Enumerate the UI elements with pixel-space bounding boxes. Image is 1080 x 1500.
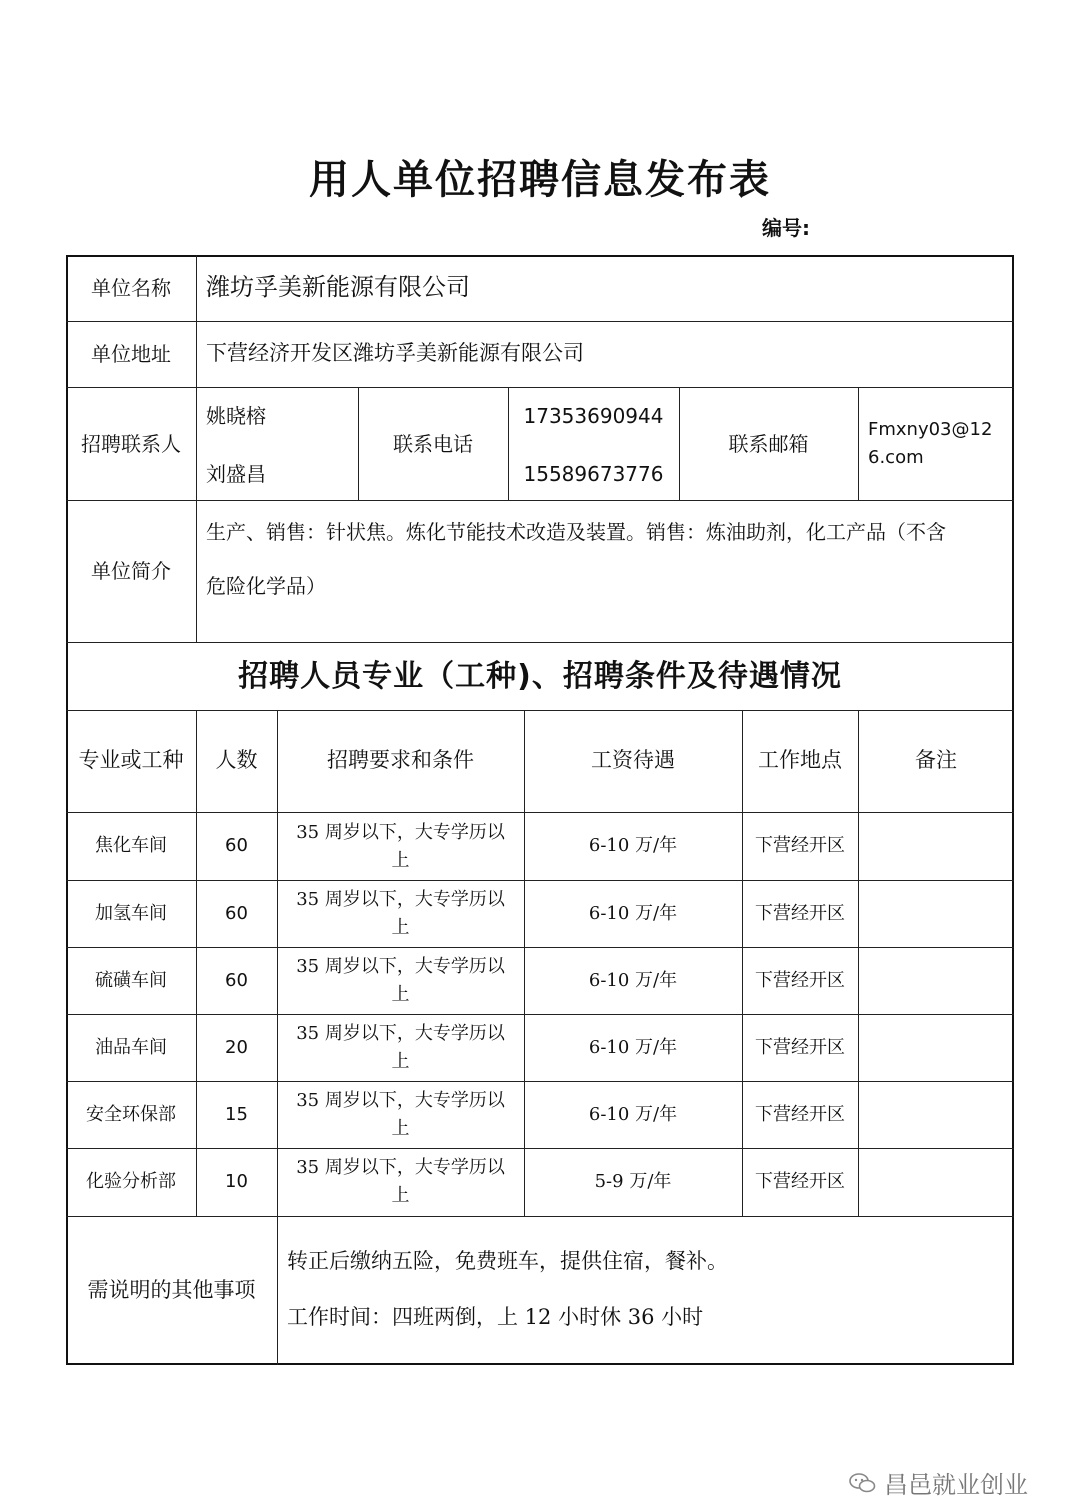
other-line2: 工作时间：四班两倒，上 12 小时休 36 小时 bbox=[287, 1305, 704, 1330]
row-salary: 6-10 万/年 bbox=[588, 1103, 678, 1125]
row-divider bbox=[66, 500, 1014, 501]
row-location: 下营经开区 bbox=[755, 835, 845, 857]
row-req-line1: 35 周岁以下，大专学历以 bbox=[296, 889, 505, 911]
row-req-line1: 35 周岁以下，大专学历以 bbox=[296, 1157, 505, 1179]
row-req-line2: 上 bbox=[391, 1185, 410, 1207]
header-requirements: 招聘要求和条件 bbox=[327, 748, 474, 773]
contact-label: 招聘联系人 bbox=[81, 431, 181, 456]
row-note bbox=[858, 947, 1014, 1014]
row-req-line1: 35 周岁以下，大专学历以 bbox=[296, 822, 505, 844]
row-dept: 焦化车间 bbox=[95, 835, 167, 857]
row-req-line2: 上 bbox=[391, 850, 410, 872]
row-divider bbox=[66, 387, 1014, 388]
row-dept: 加氢车间 bbox=[95, 902, 167, 924]
watermark-text: 昌邑就业创业 bbox=[884, 1471, 1028, 1499]
row-count: 20 bbox=[225, 1036, 248, 1058]
row-location: 下营经开区 bbox=[755, 1171, 845, 1193]
row-salary: 6-10 万/年 bbox=[588, 902, 678, 924]
row-count: 60 bbox=[225, 969, 248, 991]
row-count: 10 bbox=[225, 1171, 248, 1193]
phone-number: 17353690944 bbox=[523, 404, 664, 428]
wechat-icon bbox=[848, 1472, 876, 1494]
row-location: 下营经开区 bbox=[755, 902, 845, 924]
intro-line2: 危险化学品） bbox=[206, 574, 326, 598]
row-count: 15 bbox=[225, 1103, 248, 1125]
header-count: 人数 bbox=[215, 748, 258, 773]
row-req-line2: 上 bbox=[391, 1118, 410, 1140]
contact-person: 姚晓榕 bbox=[206, 404, 266, 428]
row-req-line2: 上 bbox=[391, 984, 410, 1006]
row-note bbox=[858, 1148, 1014, 1216]
row-req-line1: 35 周岁以下，大专学历以 bbox=[296, 956, 505, 978]
header-dept: 专业或工种 bbox=[78, 748, 184, 773]
company-name: 潍坊孚美新能源有限公司 bbox=[206, 273, 470, 302]
row-req-line2: 上 bbox=[391, 917, 410, 939]
row-salary: 5-9 万/年 bbox=[594, 1171, 672, 1193]
row-location: 下营经开区 bbox=[755, 969, 845, 991]
row-salary: 6-10 万/年 bbox=[588, 969, 678, 991]
number-label: 编号: bbox=[762, 216, 810, 240]
email-value-line1: Fmxny03@12 bbox=[868, 419, 993, 441]
row-dept: 化验分析部 bbox=[86, 1171, 176, 1193]
page-title: 用人单位招聘信息发布表 bbox=[309, 157, 771, 203]
row-note bbox=[858, 1014, 1014, 1081]
header-location: 工作地点 bbox=[758, 748, 842, 773]
row-salary: 6-10 万/年 bbox=[588, 835, 678, 857]
email-label: 联系邮箱 bbox=[728, 431, 809, 456]
other-line1: 转正后缴纳五险，免费班车，提供住宿，餐补。 bbox=[287, 1249, 728, 1274]
row-note bbox=[858, 812, 1014, 880]
row-dept: 硫磺车间 bbox=[95, 969, 167, 991]
address-label: 单位地址 bbox=[91, 342, 171, 366]
row-salary: 6-10 万/年 bbox=[588, 1036, 678, 1058]
intro-label: 单位简介 bbox=[91, 559, 171, 583]
email-value-line2: 6.com bbox=[868, 447, 924, 469]
row-req-line1: 35 周岁以下，大专学历以 bbox=[296, 1090, 505, 1112]
row-count: 60 bbox=[225, 835, 248, 857]
header-salary: 工资待遇 bbox=[591, 748, 675, 773]
contact-person: 刘盛昌 bbox=[206, 462, 266, 486]
row-note bbox=[858, 880, 1014, 947]
row-location: 下营经开区 bbox=[755, 1036, 845, 1058]
company-name-label: 单位名称 bbox=[91, 276, 171, 300]
phone-label: 联系电话 bbox=[393, 431, 473, 456]
row-note bbox=[858, 1081, 1014, 1148]
header-notes: 备注 bbox=[915, 748, 957, 773]
intro-line1: 生产、销售：针状焦。炼化节能技术改造及装置。销售：炼油助剂，化工产品（不含 bbox=[206, 520, 946, 544]
watermark bbox=[848, 1465, 1028, 1500]
section-title: 招聘人员专业（工种)、招聘条件及待遇情况 bbox=[238, 658, 842, 694]
phone-number: 15589673776 bbox=[523, 462, 664, 486]
other-label: 需说明的其他事项 bbox=[87, 1277, 256, 1302]
row-req-line2: 上 bbox=[391, 1051, 410, 1073]
address-value: 下营经济开发区潍坊孚美新能源有限公司 bbox=[206, 341, 584, 366]
row-req-line1: 35 周岁以下，大专学历以 bbox=[296, 1023, 505, 1045]
row-location: 下营经开区 bbox=[755, 1103, 845, 1125]
row-dept: 油品车间 bbox=[95, 1036, 167, 1058]
row-dept: 安全环保部 bbox=[86, 1103, 176, 1125]
row-count: 60 bbox=[225, 902, 248, 924]
